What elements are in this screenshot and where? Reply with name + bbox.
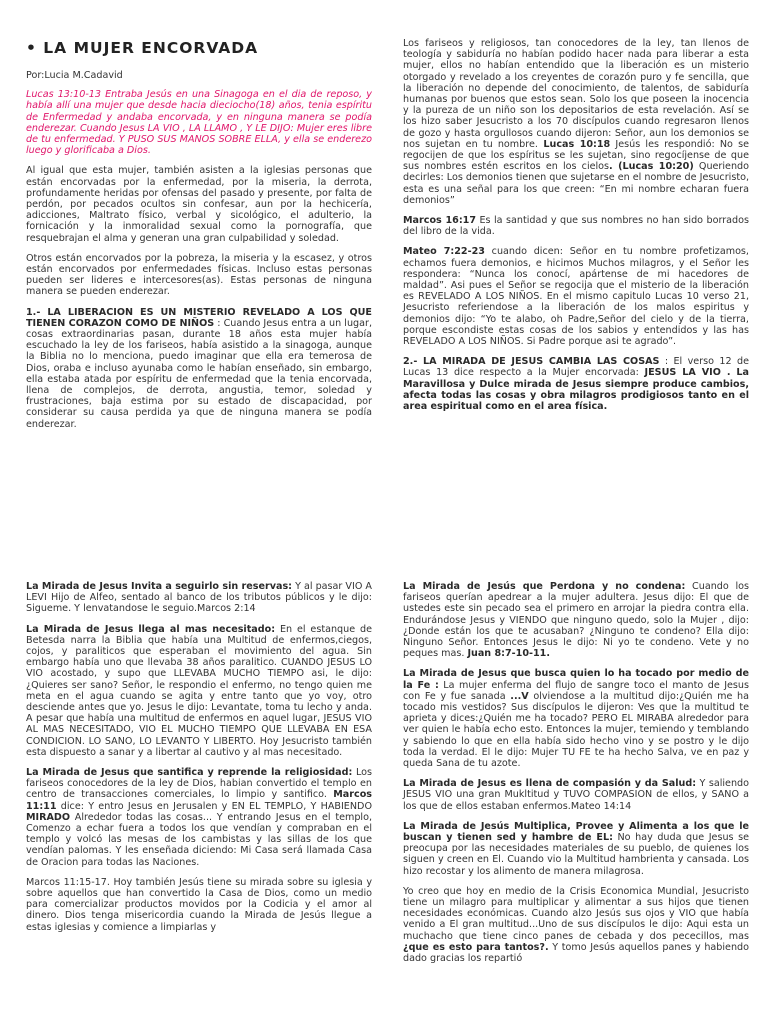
mateo-text: cuando dicen: Señor en tu nombre profetizamos, echamos fuera demonios, e hicimos Muchos milagros, y el Señor les respondera: “Nunca los conocí, apártense de mi hacedores de maldad”. Asi pues el Señor se regocija que el misterio de la liberación es REVELADO A LOS NIÑOS. En el mismo capitulo Lucas 10 verso 21, Jesucristo referiendose a la liberación de los malos espiritus y demonios dijo: “Yo te alabo, oh Padre,Señor del cielo y de la tierra, porque escondiste estas cosas de los sabios y entendidos y las has REVELADO A LOS NIÑOS. Si Padre porque asi te agrado”.	[403, 246, 749, 348]
section-2-body: : El verso 12 de Lucas 13 dice respecto a la Mujer encorvada:	[403, 356, 749, 379]
pharisees-text-2: Jesús les respondió: No se regocijen de que los espíritus se les sujetan, sino regocíjense de que sus nombres estén escritos en los cielos	[403, 138, 749, 173]
santifica-heading: La Mirada de Jesus que santifica y reprende la religiosidad:	[26, 767, 353, 779]
fe-heading: La Mirada de Jesus que busca quien lo ha tocado por medio de la Fe :	[403, 668, 749, 691]
paragraph-pharisees	[403, 38, 749, 206]
paragraph-necesitado	[26, 624, 372, 758]
crisis-body-2: Y tomo Jesús aquellos panes y habiendo dado gracias los repartió	[403, 941, 749, 965]
ref-marcos-11-11: Marcos 11:11	[26, 789, 372, 812]
section-1	[26, 307, 372, 430]
section-2-emphasis: JESUS LA VIO . La Maravillosa y Dulce mirada de Jesus siempre produce cambios, afecta todas las cosas y obra milagros prodigiosos tanto en el area espiritual como en el area física.	[403, 367, 750, 413]
santifica-body-1: Los fariseos conocedores de la ley de Dios, habian convertido el templo en centro de transacciones comerciales, lo limpio y santifico.	[26, 767, 373, 801]
paragraph-perdona	[403, 581, 749, 659]
section-2	[403, 356, 749, 412]
author-byline: Por:Lucia M.Cadavid	[26, 70, 123, 81]
paragraph-others: Otros están encorvados por la pobreza, la miseria y la escasez, y otros están encorvados por enfermedades físicas. Incluso estas personas pueden ser lideres e intercesores(as). Estas personas de ninguna manera se pueden enderezar.	[26, 252, 372, 298]
section-1-heading: 1.- LA LIBERACION ES UN MISTERIO REVELADO A LOS QUE TIENEN CORAZON COMO DE NIÑOS	[26, 306, 372, 329]
compasion-body: Y saliendo JESUS VIO una gran Mukltitud y TUVO COMPASION de ellos, y SANO a los que de ellos estaban enfermos.Mateo 14:14	[403, 778, 749, 812]
section-1-body: : Cuando Jesus entra a un lugar, cosas extraordinarias pasan, durante 18 años esta mujer había escuchado la ley de los fariseos, había asistido a la sinagoga, aunque la Biblia no lo menciona, puedo imaginar que ella era temerosa de Dios, oraba e incluso ayunaba como le habían enseñado, sin embargo, ella estaba atada por espíritu de enfermedad que la tenia encorvada, llena de complejos, de derrota, angustia, temor, soledad y frustraciones, baja estima por su estado de discapacidad, por considerar su causa perdida ya que de ninguna manera se podía enderezar.	[26, 317, 372, 430]
ref-lucas-10-20: . (Lucas 10:20)	[609, 161, 694, 173]
ref-lucas-10-18: Lucas 10:18	[537, 138, 611, 150]
column-left-top	[26, 38, 372, 439]
column-right-top	[403, 38, 749, 421]
paragraph-compasion	[403, 778, 749, 812]
santifica-body-3: Alrededor todas las cosas... Y entrando Jesus en el templo, Comenzo a echar fuera a todos los que vendían y compraban en el templo y volcó las mesas de los cambistas y las sillas de los que vendían palomas. Y les enseñada diciendo: Mi Casa será llamada Casa de Oracion para todas las Naciones.	[26, 811, 372, 868]
ref-mateo-7-22: Mateo 7:22-23	[403, 246, 485, 258]
paragraph-multiplica	[403, 821, 749, 877]
section-2-heading: 2.- LA MIRADA DE JESUS CAMBIA LAS COSAS	[403, 356, 660, 368]
perdona-body: Cuando los fariseos querían apedrear a la mujer adultera. Jesus dijo: El que de ustedes este sin pecado sea el primero en arrojar la piedra contra ella. Endurándose Jesus y VIENDO que ninguno quedo, solo la Mujer , dijo: ¿Donde están los que te acusaban? ¿Ninguno te condeno? Ella dijo: Ninguno Señor. Entonces Jesus le dijo: Ni yo te condeno. Vete y no peques mas.	[403, 581, 749, 660]
ref-juan-8-7: Juan 8:7-10-11.	[467, 648, 550, 660]
paragraph-marcos	[403, 215, 749, 237]
perdona-heading: La Mirada de Jesús que Perdona y no condena:	[403, 581, 686, 592]
multiplica-heading: La Mirada de Jesús Multiplica, Provee y Alimenta a los que le buscan y tienen sed y hambre de EL:	[403, 820, 749, 844]
paragraph-marcos-11-15: Marcos 11:15-17. Hoy también Jesús tiene su mirada sobre su iglesia y sobre aquellos que han convertido la Casa de Dios, como un medio para comercializar productos movidos por la Codicia y el amor al dinero. Dios tenga misericordia cuando la Mirada de Jesús llegue a estas iglesias y comience a limpiarlas y	[26, 876, 372, 933]
multiplica-body: No hay duda que Jesus se preocupa por las necesidades materiales de su pueblo, de quienes los siguen y creen en El. Cuando vio la Multitud hambrienta y cansada. Los hizo recostar y los alimento de manera milagrosa.	[403, 832, 750, 877]
invita-heading: La Mirada de Jesus Invita a seguirlo sin reservas:	[26, 581, 293, 592]
scripture-quote: Lucas 13:10-13 Entraba Jesús en una Sinagoga en el dia de reposo, y había allí una mujer que desde hacia dieciocho(18) años, tenia espíritu de Enfermedad y andaba encorvada, y en ninguna manera se podía enderezar. Cuando Jesus LA VIO , LA LLAMO , Y LE DIJO: Mujer eres libre de tu enfermedad. Y PUSO SUS MANOS SOBRE ELLA, y ella se enderezo luego y glorificaba a Dios.	[26, 89, 372, 157]
fe-v-emphasis: ...V	[510, 690, 529, 702]
paragraph-fe	[403, 668, 749, 769]
santifica-body-2: dice: Y entro Jesus en Jerusalen y EN EL TEMPLO, Y HABIENDO	[56, 800, 372, 812]
crisis-body-1: Yo creo que hoy en medio de la Crisis Economica Mundial, Jesucristo tiene un milagro para multiplicar y alimentar a sus hijos que tienen necesidades económicas. Cuando alzo Jesús sus ojos y VIO que había venido a El gran multitud...Uno de sus discípulos le dijo: Aqui esta un muchacho que tiene cinco panes de cebada y dos pececillos, mas	[403, 885, 749, 942]
crisis-emphasis: ¿que es esto para tantos?.	[403, 941, 549, 953]
column-right-bottom	[403, 581, 749, 973]
necesitado-heading: La Mirada de Jesus llega al mas necesitado:	[26, 623, 276, 635]
marcos-text: Es la santidad y que sus nombres no han sido borrados del libro de la vida.	[403, 215, 749, 238]
paragraph-santifica	[26, 767, 372, 868]
fe-body-1: La mujer enferma del flujo de sangre toco el manto de Jesus con Fe y fue sanada	[403, 679, 750, 702]
fe-body-2: olviendose a la multitud dijo:¿Quién me ha tocado mis vestidos? Sus discípulos le dijeron: Ves que la multitud te aprieta y dices:¿Quién me ha tocado? PERO EL MIRABA alrededor para ver quien le había echo esto. Entonces la mujer, temiendo y temblando y sabiendo lo que en ella había sido hecho vino y se postro y le dijo toda la verdad. El le dijo: Mujer TU FE te ha hecho Salva, ve en paz y queda Sana de tu azote.	[403, 690, 750, 770]
column-left-bottom	[26, 581, 372, 942]
mirado-emphasis: MIRADO	[26, 811, 71, 823]
pharisees-text: Los fariseos y religiosos, tan conocedores de la ley, tan llenos de teología y sabiduría no habían podido hacer nada para liberar a esta mujer, ellos no habían entendido que la liberación es un misterio otorgado y revelado a los creyentes de corazón puro y fe sencilla, que la liberación no depende del conocimiento, de talentos, de sabiduría humanas por buenos que estos sean. Solo los que poseen la inocencia y la pureza de un niño son los depositarios de esta revelación. Así se los hizo saber Jesucristo a los 70 discípulos cuando regresaron llenos de gozo y hasta orgullosos cuando dijeron: Señor, aun los demonios se nos sujetan en tu nombre.	[403, 38, 749, 150]
paragraph-crisis	[403, 886, 749, 964]
ref-marcos-16-17: Marcos 16:17	[403, 215, 477, 227]
paragraph-invita	[26, 581, 372, 615]
invita-body: Y al pasar VIO A LEVI Hijo de Alfeo, sentado al banco de los tributos públicos y le dijo: Sigueme. Y lenvatandose le seguio.Marcos 2:14	[26, 581, 372, 615]
paragraph-mateo	[403, 246, 749, 347]
compasion-heading: La Mirada de Jesus es llena de compasión y da Salud:	[403, 778, 697, 790]
paragraph-intro: Al igual que esta mujer, también asisten a la iglesias personas que están encorvadas por la enfermedad, por la miseria, la derrota, profundamente heridas por ofensas del pasado y presente, por falta de perdón, por pecados ocultos sin confesar, aun por la hechicería, adicciones, Maltrato físico, verbal y sicológico, el adulterio, la fornicación y la inmoralidad sexual como la pornografía, que resquebrajan el alma y generan una gran culpabilidad y soledad.	[26, 165, 372, 244]
pharisees-text-3: Queriendo decirles: Los demonios tienen que sujetarse en el nombre de Jesucristo, esta es una señal para los que creen: “En mi nombre echaran fuera demonios”	[403, 161, 749, 206]
necesitado-body: En el estanque de Betesda narra la Biblia que había una Multitud de enfermos,ciegos, cojos, y paraliticos que esperaban el movimiento del agua. Sin embargo había uno que llevaba 38 años paralitico. CUANDO JESUS LO VIO acostado, y supo que LLEVABA MUCHO TIEMPO asi, le dijo: ¿Quieres ser sano? Señor, le respondio el enfermo, no tengo quien me meta en el agua cuando se agita y entre tanto que yo voy, otro desciende antes que yo. Jesus le dijo: Levantate, toma tu lecho y anda. A pesar que había una multitud de enfermos en aquel lugar, JESUS VIO AL MAS NECESITADO, VIO EL MUCHO TIEMPO QUE LLEVABA EN ESA CONDICION. LO SANO, LO LEVANTO Y LIBERTO. Hoy Jesucristo también esta dispuesto a sanar y a libertar al cautivo y al mas necesitado.	[26, 623, 372, 758]
article-title: • LA MUJER ENCORVADA	[26, 39, 259, 57]
